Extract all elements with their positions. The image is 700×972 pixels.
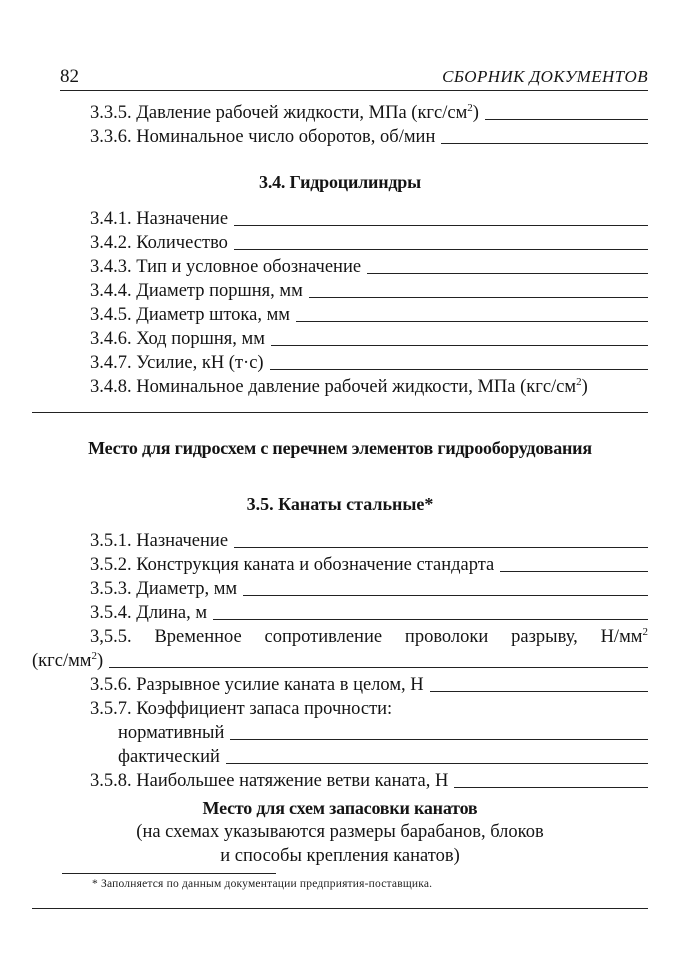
item-label-suffix: ): [472, 103, 479, 123]
fill-line[interactable]: [230, 739, 648, 740]
fill-line[interactable]: [243, 595, 648, 596]
fill-line[interactable]: [234, 225, 648, 226]
item-3-5-7-actual: [118, 744, 648, 768]
reeving-schemes-placeholder: Место для схем запасовки канатов: [202, 798, 478, 818]
item-3-5-3: [90, 576, 648, 600]
item-3-4-2: [90, 230, 648, 254]
item-label: 3.3.5. Давление рабочей жидкости, МПа (кгс/см: [90, 103, 468, 123]
item-label: 3.4.2. Количество: [90, 233, 228, 253]
item-3-4-8: [90, 374, 648, 398]
item-3-5-5: [90, 624, 648, 648]
item-3-4-3: [90, 254, 648, 278]
page-number: 82: [60, 66, 79, 87]
item-label: 3.4.3. Тип и условное обозначение: [90, 257, 362, 277]
item-3-5-5-continued: [32, 648, 648, 672]
item-label: 3.5.2. Конструкция каната и обозначение стандарта: [90, 555, 495, 575]
fill-line[interactable]: [270, 369, 648, 370]
item-3-5-4: [90, 600, 648, 624]
reeving-note-line-1: (на схемах указываются размеры барабанов, блоков: [136, 822, 544, 842]
item-3-5-6: [90, 672, 648, 696]
item-label: 3.4.6. Ход поршня, мм: [90, 329, 265, 349]
item-label-suffix: ): [581, 377, 588, 397]
item-label: 3.3.6. Номинальное число оборотов, об/мин: [90, 127, 436, 147]
item-label: 3.5.3. Диаметр, мм: [90, 579, 238, 599]
item-3-5-8: [90, 768, 648, 792]
item-label: 3.5.7. Коэффициент запаса прочности:: [90, 699, 393, 719]
item-3-4-4: [90, 278, 648, 302]
fill-line[interactable]: [109, 667, 648, 668]
fill-line[interactable]: [234, 249, 648, 250]
fill-line[interactable]: [454, 787, 648, 788]
fill-line[interactable]: [430, 691, 648, 692]
fill-line-full[interactable]: [32, 412, 648, 413]
item-label: 3.4.1. Назначение: [90, 209, 229, 229]
item-label: 3.4.5. Диаметр штока, мм: [90, 305, 291, 325]
item-label: 3.4.8. Номинальное давление рабочей жидкости, МПа (кгс/см: [90, 377, 577, 397]
fill-line[interactable]: [271, 345, 648, 346]
superscript: 2: [91, 649, 98, 662]
reeving-note-line-2: и способы крепления канатов): [220, 846, 460, 866]
superscript: 2: [576, 375, 582, 388]
item-3-5-2: [90, 552, 648, 576]
item-label: 3.4.7. Усилие, кН (т·с): [90, 353, 264, 373]
item-label: фактический: [118, 747, 220, 767]
superscript: 2: [467, 101, 473, 114]
item-label: 3,5.5. Временное сопротивление проволоки разрыву, Н/мм: [90, 627, 643, 647]
fill-line[interactable]: [367, 273, 648, 274]
fill-line[interactable]: [296, 321, 648, 322]
footnote: * Заполняется по данным документации предприятия-поставщика.: [92, 878, 433, 890]
item-3-3-5: [90, 100, 648, 124]
item-label: 3.5.1. Назначение: [90, 531, 229, 551]
footnote-separator: [62, 873, 276, 874]
item-label: 3.4.4. Диаметр поршня, мм: [90, 281, 303, 301]
page-header: [60, 66, 648, 91]
fill-line[interactable]: [485, 119, 648, 120]
hydro-schemes-placeholder: Место для гидросхем с перечнем элементов гидрооборудования: [88, 438, 592, 458]
running-title: СБОРНИК ДОКУМЕНТОВ: [442, 67, 648, 86]
item-3-4-7: [90, 350, 648, 374]
item-label: 3.5.6. Разрывное усилие каната в целом, Н: [90, 675, 424, 695]
item-label: нормативный: [118, 723, 225, 743]
item-3-5-7: [90, 696, 648, 720]
superscript: 2: [642, 625, 648, 638]
item-3-3-6: [90, 124, 648, 148]
item-3-4-1: [90, 206, 648, 230]
item-label: (кгс/мм: [32, 651, 92, 671]
item-3-5-1: [90, 528, 648, 552]
item-3-4-5: [90, 302, 648, 326]
fill-line[interactable]: [234, 547, 648, 548]
item-label: 3.5.8. Наибольшее натяжение ветви каната, Н: [90, 771, 449, 791]
section-heading-3-5: 3.5. Канаты стальные*: [246, 494, 434, 514]
item-label: 3.5.4. Длина, м: [90, 603, 208, 623]
fill-line[interactable]: [226, 763, 648, 764]
fill-line[interactable]: [213, 619, 648, 620]
item-label-suffix: ): [97, 651, 104, 671]
fill-line[interactable]: [309, 297, 648, 298]
item-3-5-7-normative: [118, 720, 648, 744]
fill-line-bottom[interactable]: [32, 908, 648, 909]
fill-line[interactable]: [500, 571, 648, 572]
fill-line[interactable]: [441, 143, 648, 144]
item-3-4-6: [90, 326, 648, 350]
section-heading-3-4: 3.4. Гидроцилиндры: [259, 172, 421, 192]
